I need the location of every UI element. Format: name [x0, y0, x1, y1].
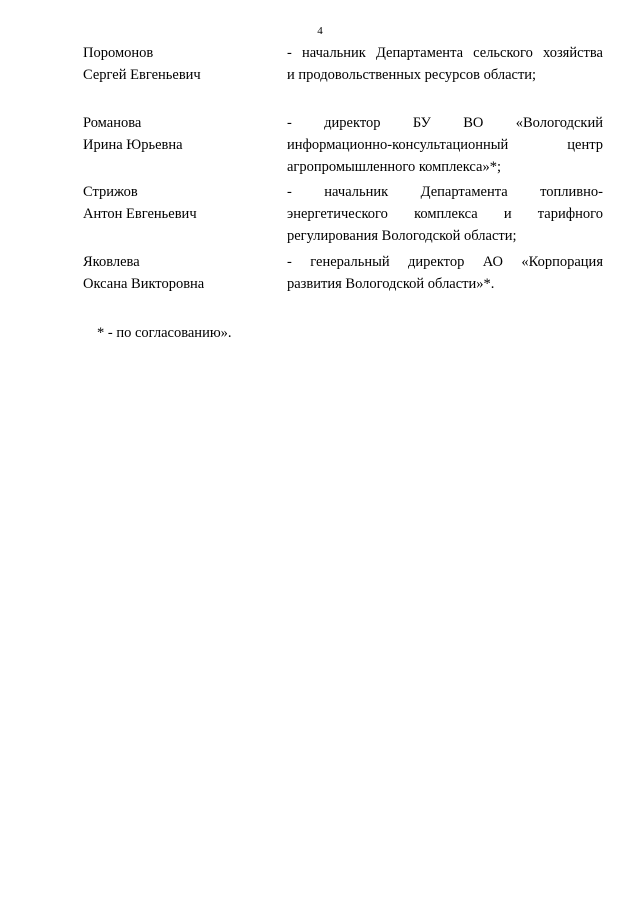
word: директор — [324, 115, 381, 131]
member-name — [83, 181, 273, 225]
word: начальник — [301, 45, 366, 61]
position-line — [287, 134, 603, 156]
member-name — [83, 251, 273, 295]
member-position — [287, 251, 603, 295]
member-given-name: Сергей Евгеньевич — [83, 67, 201, 83]
word: АО — [482, 254, 503, 270]
word: комплекса — [414, 206, 478, 222]
position-line — [287, 203, 603, 225]
member-surname: Стрижов — [83, 184, 138, 200]
member-surname: Яковлева — [83, 254, 140, 270]
member-position — [287, 181, 603, 247]
word: области; — [483, 67, 537, 83]
word: топливно- — [540, 184, 603, 200]
member-given-name: Ирина Юрьевна — [83, 137, 183, 153]
word: - — [287, 45, 292, 61]
member-given-name: Антон Евгеньевич — [83, 206, 197, 222]
member-position — [287, 112, 603, 178]
member-surname: Романова — [83, 115, 142, 131]
position-line — [287, 181, 603, 203]
word: генеральный — [310, 254, 390, 270]
page-number: 4 — [317, 25, 323, 37]
member-position — [287, 42, 603, 86]
word: - — [287, 115, 292, 131]
word: Департамента — [375, 45, 464, 61]
footnote: * - по согласованию». — [97, 325, 232, 341]
word: энергетического — [287, 206, 388, 222]
word: тарифного — [537, 206, 603, 222]
position-line: регулирования Вологодской области; — [287, 228, 517, 244]
position-line — [287, 42, 603, 64]
word: продовольственных — [298, 67, 425, 83]
word: ВО — [463, 115, 484, 131]
member-given-name: Оксана Викторовна — [83, 276, 205, 292]
word: информационно-консультационный — [287, 137, 509, 153]
position-line — [287, 112, 603, 134]
word: ресурсов — [424, 67, 484, 83]
word: центр — [567, 137, 603, 153]
word: «Вологодский — [515, 115, 603, 131]
position-line — [287, 64, 603, 86]
member-surname: Поромонов — [83, 45, 154, 61]
word: - — [287, 184, 292, 200]
word: директор — [408, 254, 465, 270]
position-line: агропромышленного комплекса»*; — [287, 159, 502, 175]
word: Департамента — [420, 184, 508, 200]
word: начальник — [324, 184, 389, 200]
word: - — [287, 254, 292, 270]
word: и — [503, 206, 512, 222]
word: «Корпорация — [521, 254, 603, 270]
word: БУ — [412, 115, 431, 131]
word: и — [287, 67, 299, 83]
word: хозяйства — [543, 45, 603, 61]
word: сельского — [473, 45, 533, 61]
position-line: развития Вологодской области»*. — [287, 276, 495, 292]
member-name — [83, 42, 273, 86]
member-name — [83, 112, 273, 156]
position-line — [287, 251, 603, 273]
